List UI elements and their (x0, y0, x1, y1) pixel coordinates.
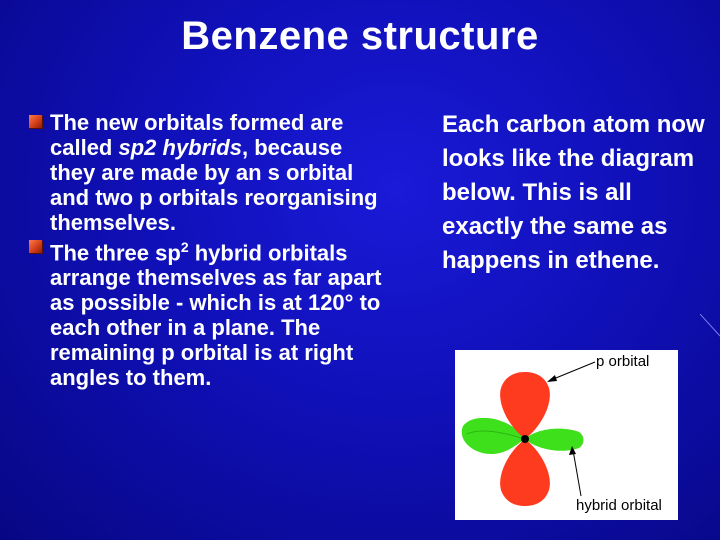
bullet-item-hybrid-arrangement (28, 235, 388, 390)
p-orbital-label: p orbital (596, 353, 650, 370)
bullet-text: The new orbitals formed are called (50, 110, 344, 160)
bullet-text: , because they are made by an s orbital and two p orbitals reorganising themselves. (50, 135, 378, 235)
orbital-diagram (455, 350, 678, 520)
emphasis-text: sp2 hybrids (118, 135, 242, 160)
hybrid-orbital-arrow-icon (573, 450, 581, 496)
decorative-line (700, 314, 720, 338)
bullet-text: The three sp (50, 240, 181, 266)
bullet-marker-icon (29, 240, 42, 253)
bullet-list (28, 110, 388, 390)
bullet-item-sp2-hybrids (28, 110, 388, 235)
right-paragraph: Each carbon atom now looks like the diagram below. This is all exactly the same as happens in ethene. (442, 111, 705, 274)
superscript-text: 2 (180, 239, 189, 255)
p-orbital-arrow-icon (551, 362, 595, 380)
carbon-nucleus-dot (521, 435, 529, 443)
bullet-marker-icon (29, 115, 42, 128)
slide-title: Benzene structure (181, 14, 539, 58)
orbital-diagram-svg (455, 350, 678, 520)
bullet-text: hybrid orbitals arrange themselves as far apart as possible - which is at 120° to each other in a plane. The remaining p orbital is at right angles to them. (50, 240, 382, 391)
hybrid-orbital-label: hybrid orbital (576, 497, 662, 514)
